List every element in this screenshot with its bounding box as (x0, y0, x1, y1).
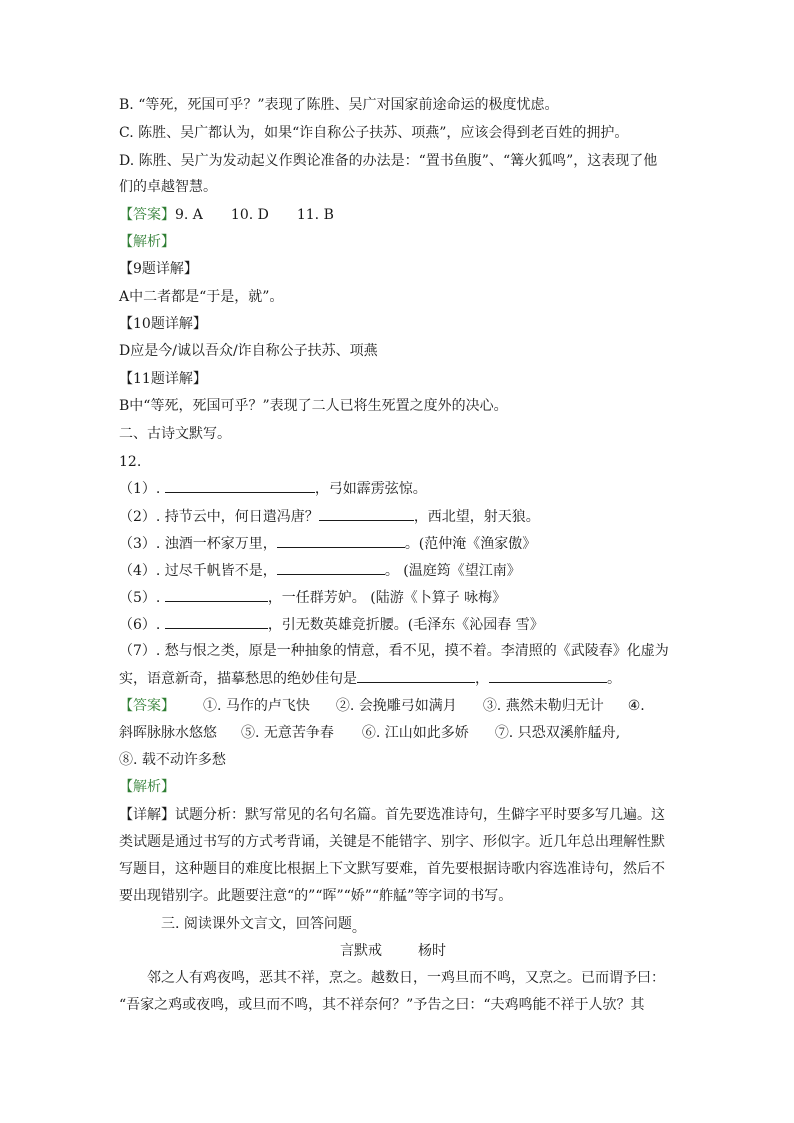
answer-5: ⑤. 无意苦争春 (241, 725, 334, 741)
q11-detail-tag: 【11题详解】 (119, 371, 207, 387)
passage-title (340, 941, 446, 961)
item-5 (119, 587, 506, 608)
answer-line (119, 205, 334, 225)
option-d-line1: D. 陈胜、吴广为发动起义作舆论准备的办法是：“置书鱼腹”、“篝火狐鸣”，这表现了他 (119, 153, 658, 169)
item-7-suffix: 。 (607, 671, 621, 687)
answer2-line3: ⑧. 载不动许多愁 (119, 752, 226, 768)
item-7-line2 (119, 668, 621, 689)
item-7-line1: （7）. 愁与恨之类，原是一种抽象的情意，看不见，摸不着。李清照的《武陵春》化虚为 (119, 643, 669, 659)
answer-blank[interactable] (319, 506, 414, 521)
item-7-comma: ， (475, 671, 489, 687)
item-2 (119, 506, 540, 527)
answer-2: ②. 会挽雕弓如满月 (335, 698, 457, 714)
item-1 (119, 478, 427, 499)
item-1-suffix: ，弓如霹雳弦惊。 (314, 481, 427, 497)
answer-6: ⑥. 江山如此多娇 (361, 725, 469, 741)
answer-tag: 【答案】 (119, 698, 175, 714)
q10-detail-tag: 【10题详解】 (119, 316, 207, 332)
section3-heading (161, 914, 366, 934)
analysis2-line4: 要出现错别字。此题要注意“的”“晖”“娇”“舴艋”等字词的书写。 (119, 888, 513, 904)
item-3 (119, 533, 536, 554)
q11-detail-text: B中“等死，死国可乎？”表现了二人已将生死置之度外的决心。 (119, 398, 508, 414)
passage-paragraph-1: 邻之人有鸡夜鸣，恶其不祥，烹之。越数日，一鸡旦而不鸣，又烹之。已而谓予曰： (147, 970, 665, 986)
answer-text: 9. A 10. D 11. B (175, 207, 334, 223)
answer-blank[interactable] (489, 668, 607, 683)
section3-heading-dot: 。 (351, 920, 366, 936)
answer2-line1 (119, 696, 645, 716)
answer-tag: 【答案】 (119, 207, 175, 223)
answer2-line2 (119, 723, 620, 743)
answer-blank[interactable] (277, 533, 405, 548)
option-b: B. “等死，死国可乎？”表现了陈胜、吴广对国家前途命运的极度忧虑。 (119, 97, 559, 113)
item-4 (119, 560, 521, 581)
question-12-number: 12. (119, 454, 142, 470)
answer-7: ⑦. 只恐双溪舴艋舟, (494, 725, 621, 741)
item-2-suffix: ，西北望，射天狼。 (413, 509, 540, 525)
passage-author: 杨时 (418, 943, 446, 959)
answer-4: 斜晖脉脉水悠悠 (119, 725, 217, 741)
item-5-suffix: ，一任群芳妒。 (陆游《卜算子 咏梅》 (267, 590, 507, 606)
answer-blank[interactable] (165, 587, 268, 602)
item-7-prefix: 实，语意新奇，描摹愁思的绝妙佳句是 (119, 671, 357, 687)
option-d-line2: 们的卓越智慧。 (119, 179, 217, 195)
q9-detail-tag: 【9题详解】 (119, 261, 198, 277)
analysis-tag: 【解析】 (119, 234, 175, 250)
item-5-prefix: （5）. (119, 590, 161, 606)
passage-title-text: 言默戒 (340, 943, 382, 959)
answer-blank[interactable] (165, 614, 268, 629)
item-6 (119, 614, 544, 635)
item-6-suffix: ，引无数英雄竞折腰。(毛泽东《沁园春 雪》 (267, 617, 544, 633)
item-3-suffix: 。(范仲淹《渔家傲》 (404, 536, 537, 552)
analysis2-line2: 类试题是通过书写的方式考背诵，关键是不能错字、别字、形似字。近几年总出理解性默 (119, 834, 665, 850)
option-c: C. 陈胜、吴广都认为，如果“诈自称公子扶苏、项燕”，应该会得到老百姓的拥护。 (119, 125, 629, 141)
q10-detail-text: D应是今/诚以吾众/诈自称公子扶苏、项燕 (119, 343, 378, 359)
q9-detail-text: A中二者都是“于是，就”。 (119, 289, 284, 305)
detail-text: 试题分析：默写常见的名句名篇。首先要选准诗句，生僻字平时要多写几遍。这 (175, 807, 665, 823)
analysis2-line3: 写题目，这种题目的难度比根据上下文默写要难，首先要根据诗歌内容选准诗句，然后不 (119, 861, 665, 877)
answer-blank[interactable] (165, 478, 315, 493)
answer-1: ①. 马作的卢飞快 (203, 698, 310, 714)
detail-tag: 【详解】 (119, 807, 175, 823)
item-3-prefix: （3）. 浊酒一杯家万里， (119, 536, 277, 552)
analysis2-line1 (119, 805, 665, 825)
item-2-prefix: （2）. 持节云中，何日遣冯唐？ (119, 509, 319, 525)
item-1-prefix: （1）. (119, 481, 161, 497)
passage-paragraph-2: “吾家之鸡或夜鸣，或旦而不鸣，其不祥奈何？”予告之曰：“夫鸡鸣能不祥于人欤？其 (119, 997, 645, 1013)
item-4-prefix: （4）. 过尽千帆皆不是， (119, 563, 277, 579)
item-4-suffix: 。 (温庭筠《望江南》 (384, 563, 521, 579)
answer-blank[interactable] (357, 668, 475, 683)
answer-4-number: ④. (627, 698, 645, 714)
section3-heading-text: 三. 阅读课外文言文，回答问题 (161, 916, 352, 932)
section2-heading: 二、古诗文默写。 (119, 426, 231, 442)
answer-3: ③. 燕然未勒归无计 (482, 698, 604, 714)
item-6-prefix: （6）. (119, 617, 161, 633)
answer-blank[interactable] (277, 560, 385, 575)
analysis2-tag: 【解析】 (119, 779, 175, 795)
